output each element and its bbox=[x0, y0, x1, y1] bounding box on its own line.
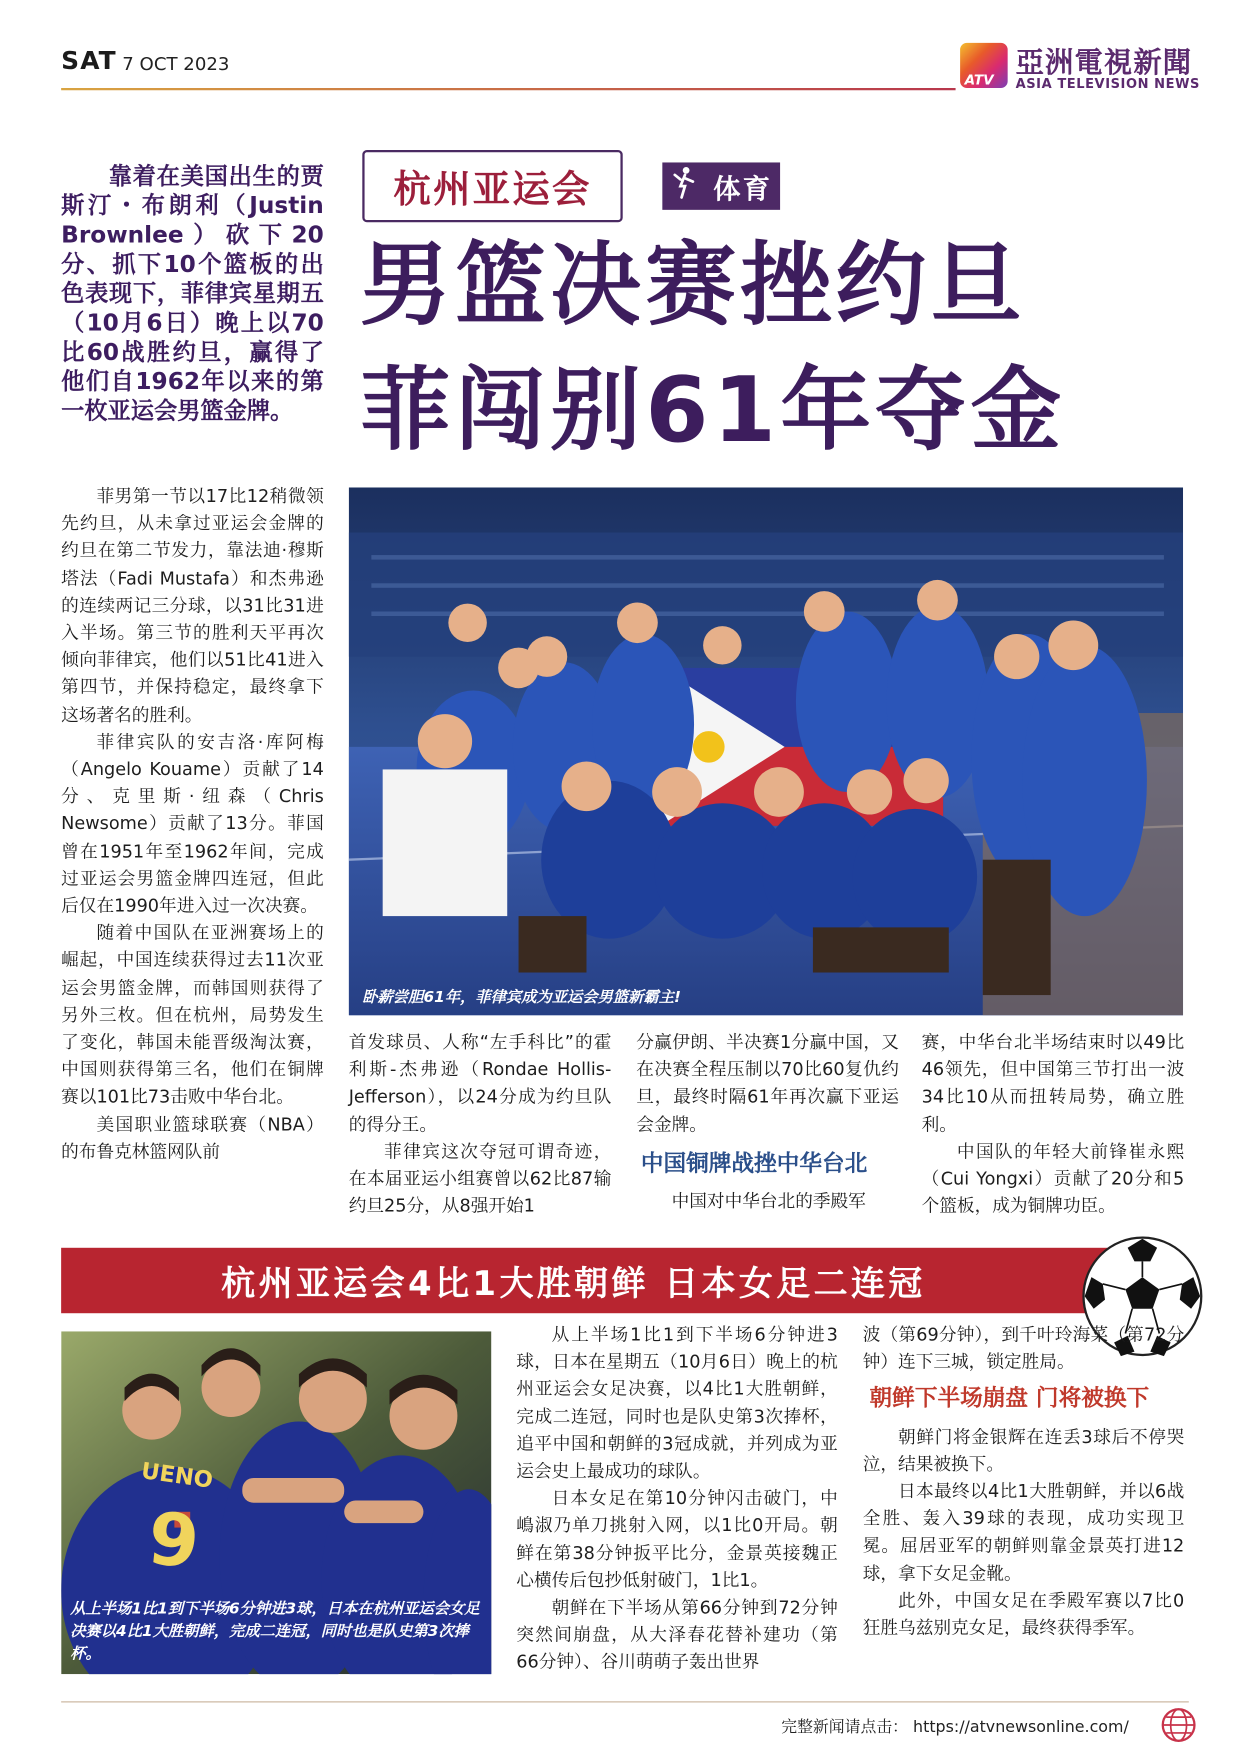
article-column-a bbox=[516, 1321, 838, 1676]
paragraph: 赛，中华台北半场结束时以49比46领先，但中国第三节打出一波34比10从而扭转局势，确立胜利。 bbox=[921, 1032, 1185, 1135]
photo-caption: 卧薪尝胆61年，菲律宾成为亚运会男篮新霸主! bbox=[362, 988, 681, 1007]
section-name: 体育 bbox=[713, 173, 773, 205]
paragraph: 菲律宾队的安吉洛·库阿梅（Angelo Kouame）贡献了14分、克里斯·纽森（Chris Newsome）贡献了13分。菲国曾在1951年至1962年间，完成过亚运会男篮金牌四连冠，但此后仅在1990年进入过一次决赛。 bbox=[61, 732, 324, 917]
badminton-player-icon bbox=[662, 166, 705, 207]
paragraph: 此外，中国女足在季殿军赛以7比0狂胜乌兹别克女足，最终获得季军。 bbox=[862, 1590, 1185, 1639]
paragraph: 随着中国队在亚洲赛场上的崛起，中国连续获得过去11次亚运会男篮金牌，而韩国则获得了另外三枚。但在杭州，局势发生了变化，韩国未能晋级淘汰赛，中国则获得第三名，他们在铜牌赛以101比73击败中华台北。 bbox=[61, 923, 324, 1108]
logo-chinese-name: 亞洲電視新聞 bbox=[1015, 46, 1193, 79]
banner-headline: 杭州亚运会4比1大胜朝鲜 日本女足二连冠 bbox=[221, 1264, 926, 1305]
section-label bbox=[662, 162, 780, 209]
footer-rule bbox=[61, 1701, 1189, 1702]
subheading: 朝鲜下半场崩盘 门将被换下 bbox=[869, 1384, 1150, 1412]
paragraph: 分赢伊朗、半决赛1分赢中国，又在决赛全程压制以70比60复仇约旦，最终时隔61年再次赢下亚运会金牌。 bbox=[636, 1032, 899, 1135]
paragraph: 从上半场1比1到下半场6分钟进3球，日本在星期五（10月6日）晚上的杭州亚运会女足决赛，以4比1大胜朝鲜，完成二连冠，同时也是队史第3次捧杯，追平中国和朝鲜的3冠成就，并列成为亚运会史上最成功的球队。 bbox=[516, 1324, 838, 1482]
headline-line-2: 菲闯别61年夺金 bbox=[360, 357, 1066, 463]
header-rule bbox=[61, 88, 955, 90]
subheading: 中国铜牌战挫中华台北 bbox=[640, 1149, 868, 1177]
footer-link[interactable]: 完整新闻请点击： https://atvnewsonline.com/ bbox=[781, 1718, 1129, 1737]
paragraph: 日本女足在第10分钟闪击破门，中嶋淑乃单刀挑射入网，以1比0开局。朝鲜在第38分钟扳平比分，金景英接魏正心横传后包抄低射破门，1比1。 bbox=[516, 1488, 838, 1591]
lead-paragraph: 靠着在美国出生的贾斯汀・布朗利（Justin Brownlee）砍下20分、抓下10个篮板的出色表现下，菲律宾星期五（10月6日）晚上以70比60战胜约旦，赢得了他们自1962年以来的第一枚亚运会男篮金牌。 bbox=[61, 162, 324, 425]
paragraph: 朝鲜门将金银辉在连丢3球后不停哭泣，结果被换下。 bbox=[862, 1426, 1185, 1475]
article-column-1 bbox=[61, 483, 324, 1166]
paragraph: 中国对中华台北的季殿军 bbox=[671, 1191, 866, 1212]
article-column-3 bbox=[636, 1029, 899, 1215]
logo-english-name: ASIA TELEVISION NEWS bbox=[1015, 75, 1200, 92]
article-column-2 bbox=[349, 1029, 612, 1220]
article-column-4 bbox=[922, 1029, 1185, 1220]
paragraph: 菲男第一节以17比12稍微领先约旦，从未拿过亚运会金牌的约旦在第二节发力，靠法迪·穆斯塔法（Fadi Mustafa）和杰弗逊的连续两记三分球，以31比31进入半场。第三节的胜利天平再次倾向菲律宾，他们以51比41进入第四节，并保持稳定，最终拿下这场著名的胜利。 bbox=[61, 486, 324, 726]
logo-badge: ATV bbox=[964, 72, 994, 88]
jersey-number: 9 bbox=[144, 1497, 204, 1586]
article-column-b bbox=[863, 1321, 1185, 1642]
photo-caption: 从上半场1比1到下半场6分钟进3球，日本在杭州亚运会女足决赛以4比1大胜朝鲜，完成二连冠，同时也是队史第3次捧杯。 bbox=[70, 1599, 480, 1663]
paragraph: 日本最终以4比1大胜朝鲜，并以6战全胜、轰入39球的表现，成功实现卫冕。屈居亚军的朝鲜则靠金景英打进12球，拿下女足金靴。 bbox=[862, 1481, 1185, 1584]
jersey-name: UENO bbox=[139, 1458, 215, 1494]
team-celebration-photo bbox=[349, 487, 1183, 1015]
paragraph: 波（第69分钟），到千叶玲海菜（第72分钟）连下三城，锁定胜局。 bbox=[862, 1324, 1185, 1373]
issue-day: SAT bbox=[61, 47, 117, 76]
womens-football-photo bbox=[61, 1331, 491, 1674]
paragraph: 首发球员、人称“左手科比”的霍利斯-杰弗逊（Rondae Hollis-Jefferson），以24分成为约旦队的得分王。 bbox=[348, 1032, 612, 1135]
issue-date: 7 OCT 2023 bbox=[122, 53, 230, 75]
paragraph: 菲律宾这次夺冠可谓奇迹，在本届亚运小组赛曾以62比87输约旦25分，从8强开始1 bbox=[348, 1141, 612, 1217]
globe-logo-icon bbox=[1159, 1706, 1197, 1744]
event-tag: 杭州亚运会 bbox=[362, 150, 622, 222]
headline-line-1: 男篮决赛挫约旦 bbox=[360, 232, 1026, 338]
paragraph: 朝鲜在下半场从第66分钟到72分钟突然间崩盘，从大泽春花替补建功（第66分钟）、谷川萌萌子轰出世界 bbox=[516, 1597, 838, 1673]
paragraph: 美国职业篮球联赛（NBA）的布鲁克林篮网队前 bbox=[61, 1114, 324, 1162]
paragraph: 中国队的年轻大前锋崔永熙（Cui Yongxi）贡献了20分和5个篮板，成为铜牌功臣。 bbox=[921, 1141, 1185, 1217]
